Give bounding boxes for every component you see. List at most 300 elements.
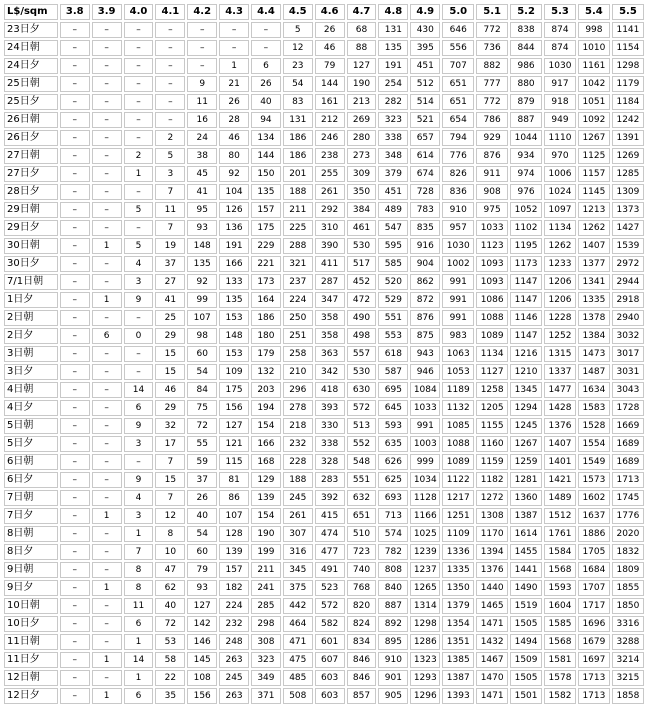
table-row	[4, 508, 644, 524]
table-cell: 1407	[544, 436, 576, 452]
table-cell: 1	[92, 580, 122, 596]
table-cell: 263	[219, 688, 249, 704]
table-cell: 255	[315, 166, 345, 182]
table-cell: 54	[283, 76, 313, 92]
table-row	[4, 58, 644, 74]
table-cell: 46	[219, 130, 249, 146]
table-cell: 5	[283, 22, 313, 38]
table-cell: 175	[219, 382, 249, 398]
table-cell: 707	[442, 58, 474, 74]
table-cell: 199	[251, 544, 281, 560]
table-cell: 838	[510, 22, 542, 38]
table-cell: 37	[187, 472, 217, 488]
table-cell: 14	[124, 382, 154, 398]
table-cell: 144	[315, 76, 345, 92]
column-header: 4.8	[378, 4, 408, 20]
table-cell: 1233	[544, 256, 576, 272]
table-cell: 645	[378, 400, 408, 416]
table-cell: 1122	[442, 472, 474, 488]
table-cell: 241	[251, 580, 281, 596]
table-cell: –	[187, 40, 217, 56]
table-cell: 296	[283, 382, 313, 398]
table-cell: 62	[155, 580, 185, 596]
table-cell: 1	[219, 58, 249, 74]
row-label: 8日朝	[4, 526, 58, 542]
column-header: 4.6	[315, 4, 345, 20]
table-row	[4, 526, 644, 542]
table-cell: 1308	[476, 508, 508, 524]
table-cell: 654	[442, 112, 474, 128]
table-cell: 58	[155, 652, 185, 668]
table-cell: 83	[283, 94, 313, 110]
table-cell: 1539	[612, 238, 644, 254]
table-cell: 1269	[612, 148, 644, 164]
table-cell: 154	[251, 418, 281, 434]
table-cell: 127	[347, 58, 377, 74]
row-label: 23日夕	[4, 22, 58, 38]
table-cell: 60	[187, 544, 217, 560]
table-cell: 1315	[544, 346, 576, 362]
table-cell: 1717	[578, 598, 610, 614]
table-cell: 1170	[476, 526, 508, 542]
table-cell: –	[124, 364, 154, 380]
column-header: 4.3	[219, 4, 249, 20]
table-row	[4, 40, 644, 56]
table-cell: 7	[155, 184, 185, 200]
table-cell: –	[92, 562, 122, 578]
table-cell: 1886	[578, 526, 610, 542]
table-cell: 1237	[410, 562, 440, 578]
table-cell: 1477	[544, 382, 576, 398]
table-cell: 1085	[442, 418, 474, 434]
table-cell: 1206	[544, 274, 576, 290]
table-cell: 131	[378, 22, 408, 38]
table-row	[4, 94, 644, 110]
table-cell: –	[92, 382, 122, 398]
table-cell: 9	[187, 76, 217, 92]
table-cell: 153	[219, 310, 249, 326]
table-cell: –	[60, 256, 90, 272]
table-cell: –	[60, 598, 90, 614]
table-cell: 0	[124, 328, 154, 344]
table-cell: 1245	[510, 418, 542, 434]
table-row	[4, 274, 644, 290]
table-cell: 510	[347, 526, 377, 542]
table-cell: 379	[378, 166, 408, 182]
column-header: 4.5	[283, 4, 313, 20]
table-cell: 146	[187, 634, 217, 650]
table-cell: 783	[410, 202, 440, 218]
table-cell: 8	[155, 526, 185, 542]
table-cell: 363	[315, 346, 345, 362]
table-cell: 8	[124, 580, 154, 596]
table-cell: 358	[315, 328, 345, 344]
table-cell: 1583	[578, 400, 610, 416]
table-cell: –	[60, 112, 90, 128]
row-label: 27日朝	[4, 148, 58, 164]
table-cell: 1519	[510, 598, 542, 614]
table-cell: 1052	[510, 202, 542, 218]
table-cell: 970	[544, 148, 576, 164]
column-header: 5.1	[476, 4, 508, 20]
column-header: 5.5	[612, 4, 644, 20]
table-cell: 905	[378, 688, 408, 704]
table-cell: 2972	[612, 256, 644, 272]
table-cell: 392	[315, 490, 345, 506]
table-cell: 1314	[410, 598, 440, 614]
table-cell: 491	[315, 562, 345, 578]
table-cell: 54	[187, 526, 217, 542]
table-cell: 108	[187, 670, 217, 686]
table-cell: 11	[187, 94, 217, 110]
table-cell: 442	[283, 598, 313, 614]
table-cell: 182	[219, 580, 249, 596]
table-cell: 4	[124, 256, 154, 272]
table-cell: 1034	[410, 472, 440, 488]
table-cell: 572	[315, 598, 345, 614]
table-cell: 530	[347, 238, 377, 254]
table-cell: 651	[347, 508, 377, 524]
table-cell: 32	[155, 418, 185, 434]
table-cell: 601	[315, 634, 345, 650]
table-cell: 1110	[544, 130, 576, 146]
table-cell: 3316	[612, 616, 644, 632]
table-cell: 461	[347, 220, 377, 236]
table-cell: 1184	[612, 94, 644, 110]
table-cell: 92	[187, 274, 217, 290]
table-cell: 5	[124, 202, 154, 218]
table-cell: 1421	[544, 472, 576, 488]
table-cell: 879	[510, 94, 542, 110]
table-row	[4, 256, 644, 272]
table-cell: 203	[251, 382, 281, 398]
row-label: 6日朝	[4, 454, 58, 470]
table-cell: 251	[283, 328, 313, 344]
table-cell: 135	[378, 40, 408, 56]
table-cell: 21	[219, 76, 249, 92]
header-row	[4, 4, 644, 20]
table-cell: 1689	[612, 436, 644, 452]
table-cell: 1351	[442, 634, 474, 650]
table-cell: 72	[187, 418, 217, 434]
table-cell: 47	[155, 562, 185, 578]
table-cell: 8	[124, 562, 154, 578]
table-row	[4, 688, 644, 704]
table-cell: 104	[219, 184, 249, 200]
table-row	[4, 418, 644, 434]
table-cell: 22	[155, 670, 185, 686]
table-cell: 1294	[510, 400, 542, 416]
table-cell: 1	[124, 670, 154, 686]
table-row	[4, 220, 644, 236]
table-cell: 88	[347, 40, 377, 56]
table-cell: 298	[251, 616, 281, 632]
table-cell: 132	[251, 364, 281, 380]
table-cell: –	[155, 40, 185, 56]
table-cell: 999	[410, 454, 440, 470]
table-cell: 133	[219, 274, 249, 290]
table-cell: 232	[283, 436, 313, 452]
table-cell: 1432	[476, 634, 508, 650]
table-cell: 521	[410, 112, 440, 128]
table-cell: 282	[378, 94, 408, 110]
table-cell: 9	[124, 418, 154, 434]
table-cell: 1858	[612, 688, 644, 704]
table-cell: 1024	[544, 184, 576, 200]
table-cell: 991	[442, 292, 474, 308]
row-label: 10日朝	[4, 598, 58, 614]
table-cell: 846	[347, 670, 377, 686]
column-header: 4.1	[155, 4, 185, 20]
table-body	[4, 22, 644, 704]
table-cell: 6	[124, 400, 154, 416]
table-cell: –	[92, 76, 122, 92]
table-cell: 15	[155, 364, 185, 380]
table-cell: –	[60, 562, 90, 578]
table-cell: –	[124, 310, 154, 326]
table-cell: 224	[283, 292, 313, 308]
table-row	[4, 400, 644, 416]
table-cell: 323	[251, 652, 281, 668]
table-cell: 131	[283, 112, 313, 128]
table-cell: 1089	[476, 328, 508, 344]
table-cell: 3215	[612, 670, 644, 686]
table-cell: –	[60, 220, 90, 236]
table-cell: 1084	[410, 382, 440, 398]
table-cell: 1092	[578, 112, 610, 128]
table-cell: –	[124, 22, 154, 38]
table-cell: 512	[410, 76, 440, 92]
table-cell: 1146	[510, 310, 542, 326]
table-cell: 887	[378, 598, 408, 614]
table-cell: 1761	[544, 526, 576, 542]
table-cell: 1003	[410, 436, 440, 452]
table-cell: 530	[347, 364, 377, 380]
table-cell: 918	[544, 94, 576, 110]
table-cell: 1473	[578, 346, 610, 362]
table-cell: 477	[315, 544, 345, 560]
table-cell: 474	[315, 526, 345, 542]
table-cell: 1385	[442, 652, 474, 668]
table-cell: 1145	[578, 184, 610, 200]
table-cell: –	[92, 616, 122, 632]
table-cell: 224	[219, 598, 249, 614]
table-cell: –	[124, 220, 154, 236]
table-cell: 1298	[612, 58, 644, 74]
table-cell: –	[92, 220, 122, 236]
table-cell: 1376	[544, 418, 576, 434]
table-cell: 1086	[476, 292, 508, 308]
table-cell: 3	[124, 436, 154, 452]
table-cell: 464	[283, 616, 313, 632]
row-label: 25日夕	[4, 94, 58, 110]
table-cell: –	[60, 238, 90, 254]
table-cell: 514	[410, 94, 440, 110]
table-cell: 248	[219, 634, 249, 650]
table-cell: 307	[283, 526, 313, 542]
table-cell: 657	[410, 130, 440, 146]
table-cell: 1063	[442, 346, 474, 362]
table-cell: 1679	[578, 634, 610, 650]
table-cell: –	[124, 130, 154, 146]
row-label: 9日夕	[4, 580, 58, 596]
table-cell: 350	[347, 184, 377, 200]
table-cell: 1494	[510, 634, 542, 650]
table-cell: 777	[476, 76, 508, 92]
table-cell: 1697	[578, 652, 610, 668]
table-cell: –	[92, 526, 122, 542]
table-cell: –	[60, 652, 90, 668]
table-cell: 93	[187, 220, 217, 236]
row-label: 29日夕	[4, 220, 58, 236]
table-cell: –	[155, 94, 185, 110]
table-cell: 3031	[612, 364, 644, 380]
table-cell: 1490	[510, 580, 542, 596]
table-row	[4, 130, 644, 146]
table-cell: 179	[251, 346, 281, 362]
table-cell: 991	[442, 310, 474, 326]
table-cell: –	[92, 22, 122, 38]
table-cell: –	[60, 634, 90, 650]
table-cell: 553	[378, 328, 408, 344]
row-label: 7/1日朝	[4, 274, 58, 290]
table-cell: 309	[347, 166, 377, 182]
table-cell: –	[92, 598, 122, 614]
table-cell: 1053	[442, 364, 474, 380]
table-cell: 54	[187, 364, 217, 380]
table-cell: 872	[410, 292, 440, 308]
table-cell: 166	[251, 436, 281, 452]
table-cell: 128	[219, 526, 249, 542]
table-cell: 1337	[544, 364, 576, 380]
table-cell: 1341	[578, 274, 610, 290]
table-cell: 194	[251, 400, 281, 416]
table-cell: 1832	[612, 544, 644, 560]
table-cell: 395	[410, 40, 440, 56]
table-cell: –	[92, 94, 122, 110]
table-row	[4, 436, 644, 452]
table-cell: –	[155, 76, 185, 92]
table-cell: 53	[155, 634, 185, 650]
table-cell: 740	[347, 562, 377, 578]
table-cell: 109	[219, 364, 249, 380]
table-cell: 310	[315, 220, 345, 236]
table-cell: 1042	[578, 76, 610, 92]
table-cell: –	[60, 40, 90, 56]
table-cell: 2940	[612, 310, 644, 326]
table-cell: 1505	[510, 616, 542, 632]
table-cell: 3	[155, 166, 185, 182]
table-cell: 26	[219, 94, 249, 110]
table-cell: 225	[283, 220, 313, 236]
row-label: 9日朝	[4, 562, 58, 578]
table-cell: 1455	[510, 544, 542, 560]
table-cell: 1568	[544, 634, 576, 650]
table-cell: –	[60, 436, 90, 452]
table-cell: 1360	[510, 490, 542, 506]
table-row	[4, 346, 644, 362]
table-cell: 316	[283, 544, 313, 560]
table-cell: 1471	[476, 616, 508, 632]
table-cell: 1428	[544, 400, 576, 416]
column-header: 5.0	[442, 4, 474, 20]
table-cell: 46	[315, 40, 345, 56]
table-cell: 485	[283, 670, 313, 686]
table-cell: –	[155, 22, 185, 38]
table-cell: –	[92, 148, 122, 164]
table-cell: 498	[347, 328, 377, 344]
table-cell: –	[187, 58, 217, 74]
table-cell: 127	[219, 418, 249, 434]
table-cell: 135	[187, 256, 217, 272]
table-row	[4, 472, 644, 488]
row-label: 30日夕	[4, 256, 58, 272]
table-cell: 173	[251, 274, 281, 290]
table-cell: 551	[347, 472, 377, 488]
table-cell: 348	[378, 148, 408, 164]
table-cell: 824	[347, 616, 377, 632]
row-label: 28日夕	[4, 184, 58, 200]
table-cell: 188	[283, 184, 313, 200]
table-cell: 975	[476, 202, 508, 218]
table-cell: 84	[187, 382, 217, 398]
table-cell: –	[92, 40, 122, 56]
table-cell: 651	[442, 94, 474, 110]
table-cell: 148	[187, 238, 217, 254]
table-cell: 520	[378, 274, 408, 290]
table-cell: 876	[410, 310, 440, 326]
table-cell: 1614	[510, 526, 542, 542]
table-cell: 280	[347, 130, 377, 146]
table-cell: 572	[347, 400, 377, 416]
table-cell: 626	[378, 454, 408, 470]
table-cell: 1298	[410, 616, 440, 632]
table-cell: 16	[187, 112, 217, 128]
table-cell: –	[60, 76, 90, 92]
price-table	[2, 2, 646, 706]
table-cell: 72	[155, 616, 185, 632]
table-cell: 1141	[612, 22, 644, 38]
table-cell: 874	[544, 22, 576, 38]
table-cell: 1	[92, 652, 122, 668]
table-cell: 358	[315, 310, 345, 326]
table-cell: 3	[124, 274, 154, 290]
table-cell: 983	[442, 328, 474, 344]
table-cell: 1272	[476, 490, 508, 506]
column-header: 4.7	[347, 4, 377, 20]
table-cell: 10	[155, 544, 185, 560]
row-label: 10日夕	[4, 616, 58, 632]
table-cell: 2020	[612, 526, 644, 542]
table-cell: 17	[155, 436, 185, 452]
table-row	[4, 166, 644, 182]
table-cell: 115	[219, 454, 249, 470]
table-cell: 228	[283, 454, 313, 470]
table-cell: 1296	[410, 688, 440, 704]
table-cell: –	[92, 310, 122, 326]
table-cell: –	[92, 346, 122, 362]
table-cell: 221	[251, 256, 281, 272]
table-cell: 384	[347, 202, 377, 218]
corner-label: L$/sqm	[4, 4, 58, 20]
table-cell: 2	[124, 148, 154, 164]
row-label: 24日朝	[4, 40, 58, 56]
row-label: 12日朝	[4, 670, 58, 686]
table-cell: 6	[251, 58, 281, 74]
table-cell: 1166	[410, 508, 440, 524]
table-cell: 135	[219, 292, 249, 308]
table-cell: 7	[124, 544, 154, 560]
